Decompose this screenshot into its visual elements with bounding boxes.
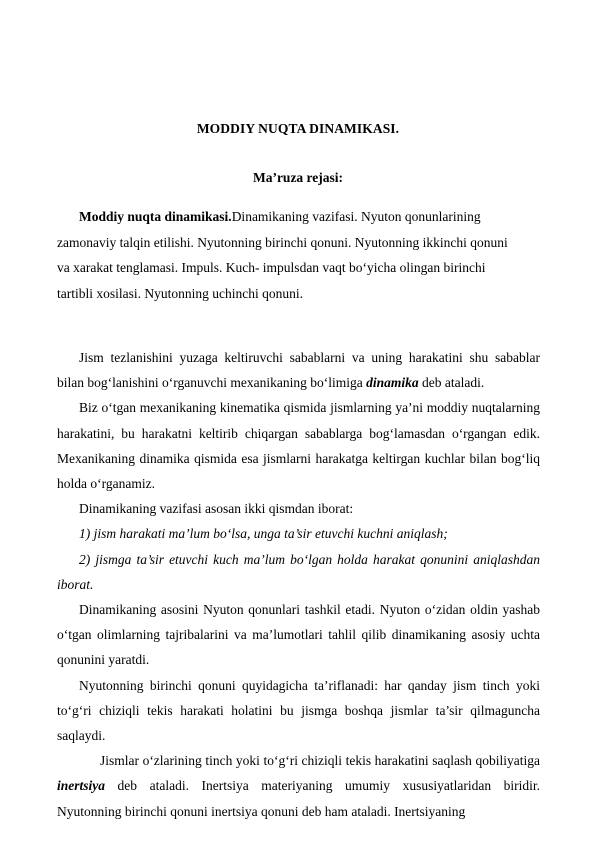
term-dinamika: dinamika xyxy=(366,375,419,391)
plan-line-1-rest: Dinamikaning vazifasi. Nyuton qonunlarining xyxy=(231,209,481,224)
plan-line-2: zamonaviy talqin etilishi. Nyutonning birinchi qonuni. Nyutonning ikkinchi qonuni xyxy=(57,234,508,250)
list-item-task-2: 2) jismga ta’sir etuvchi kuch ma’lum bo‘lgan holda harakat qonunini aniqlashdan iborat. xyxy=(57,551,540,592)
p8-text-a: Jismlar o‘zlarining tinch yoki to‘g‘ri chiziqli tekis harakatini saqlash qobiliyatiga xyxy=(100,753,540,769)
lecture-plan xyxy=(57,204,527,306)
p8-text-b: deb ataladi. Inertsiya materiyaning umumiy xususiyatlaridan biridir. Nyutonning birinchi qonuni inertsiya qonuni deb ham ataladi. Inertsiyaning xyxy=(57,778,540,819)
paragraph-inertia xyxy=(57,748,540,824)
page-title: MODDIY NUQTA DINAMIKASI. xyxy=(196,121,400,136)
plan-line-3: va xarakat tenglamasi. Impuls. Kuch- impulsdan vaqt bo‘yicha olingan birinchi xyxy=(57,260,486,275)
lecture-plan-heading: Ma’ruza rejasi: xyxy=(252,170,344,185)
plan-line-1 xyxy=(57,204,527,230)
p1-text-a: Jism tezlanishini yuzaga keltiruvchi sabablarni va uning harakatini shu sabablar bilan bog‘lanishini o‘rganuvchi mexanikaning bo‘limiga xyxy=(57,350,540,391)
paragraph-dynamics-definition xyxy=(57,345,540,395)
body-text xyxy=(57,345,540,824)
p1-text-b: deb ataladi. xyxy=(418,375,485,391)
paragraph-kinematics-recap: Biz o‘tgan mexanikaning kinematika qismida jismlarning ya’ni moddiy nuqtalarning harakatini, bu harakatni keltirib chiqargan sabablarga bog‘lamasdan o‘rgangan edik. Mexanikaning dinamika qismida esa jismlarni harakatga keltirgan kuchlar bilan bog‘liq holda o‘rganamiz. xyxy=(57,400,540,492)
paragraph-newton-basis: Dinamikaning asosini Nyuton qonunlari tashkil etadi. Nyuton o‘zidan oldin yashab o‘tgan olimlarning tajribalarini va ma’lumotlari tahlil qilib dinamikaning asosiy uchta qonunini yaratdi. xyxy=(57,602,540,668)
list-item-task-1: 1) jism harakati ma’lum bo‘lsa, unga ta’sir etuvchi kuchni aniqlash; xyxy=(79,526,448,542)
plan-lead-bold: Moddiy nuqta dinamikasi. xyxy=(79,209,232,224)
paragraph-tasks-intro: Dinamikaning vazifasi asosan ikki qismdan iborat: xyxy=(79,501,354,517)
term-inertsiya: inertsiya xyxy=(57,778,106,794)
paragraph-first-law: Nyutonning birinchi qonuni quyidagicha ta’riflanadi: har qanday jism tinch yoki to‘g‘ri chiziqli tekis harakati holatini bu jismga boshqa jismlar ta’sir qilmaguncha saqlaydi. xyxy=(57,677,540,744)
plan-line-4: tartibli xosilasi. Nyutonning uchinchi qonuni. xyxy=(57,285,303,301)
